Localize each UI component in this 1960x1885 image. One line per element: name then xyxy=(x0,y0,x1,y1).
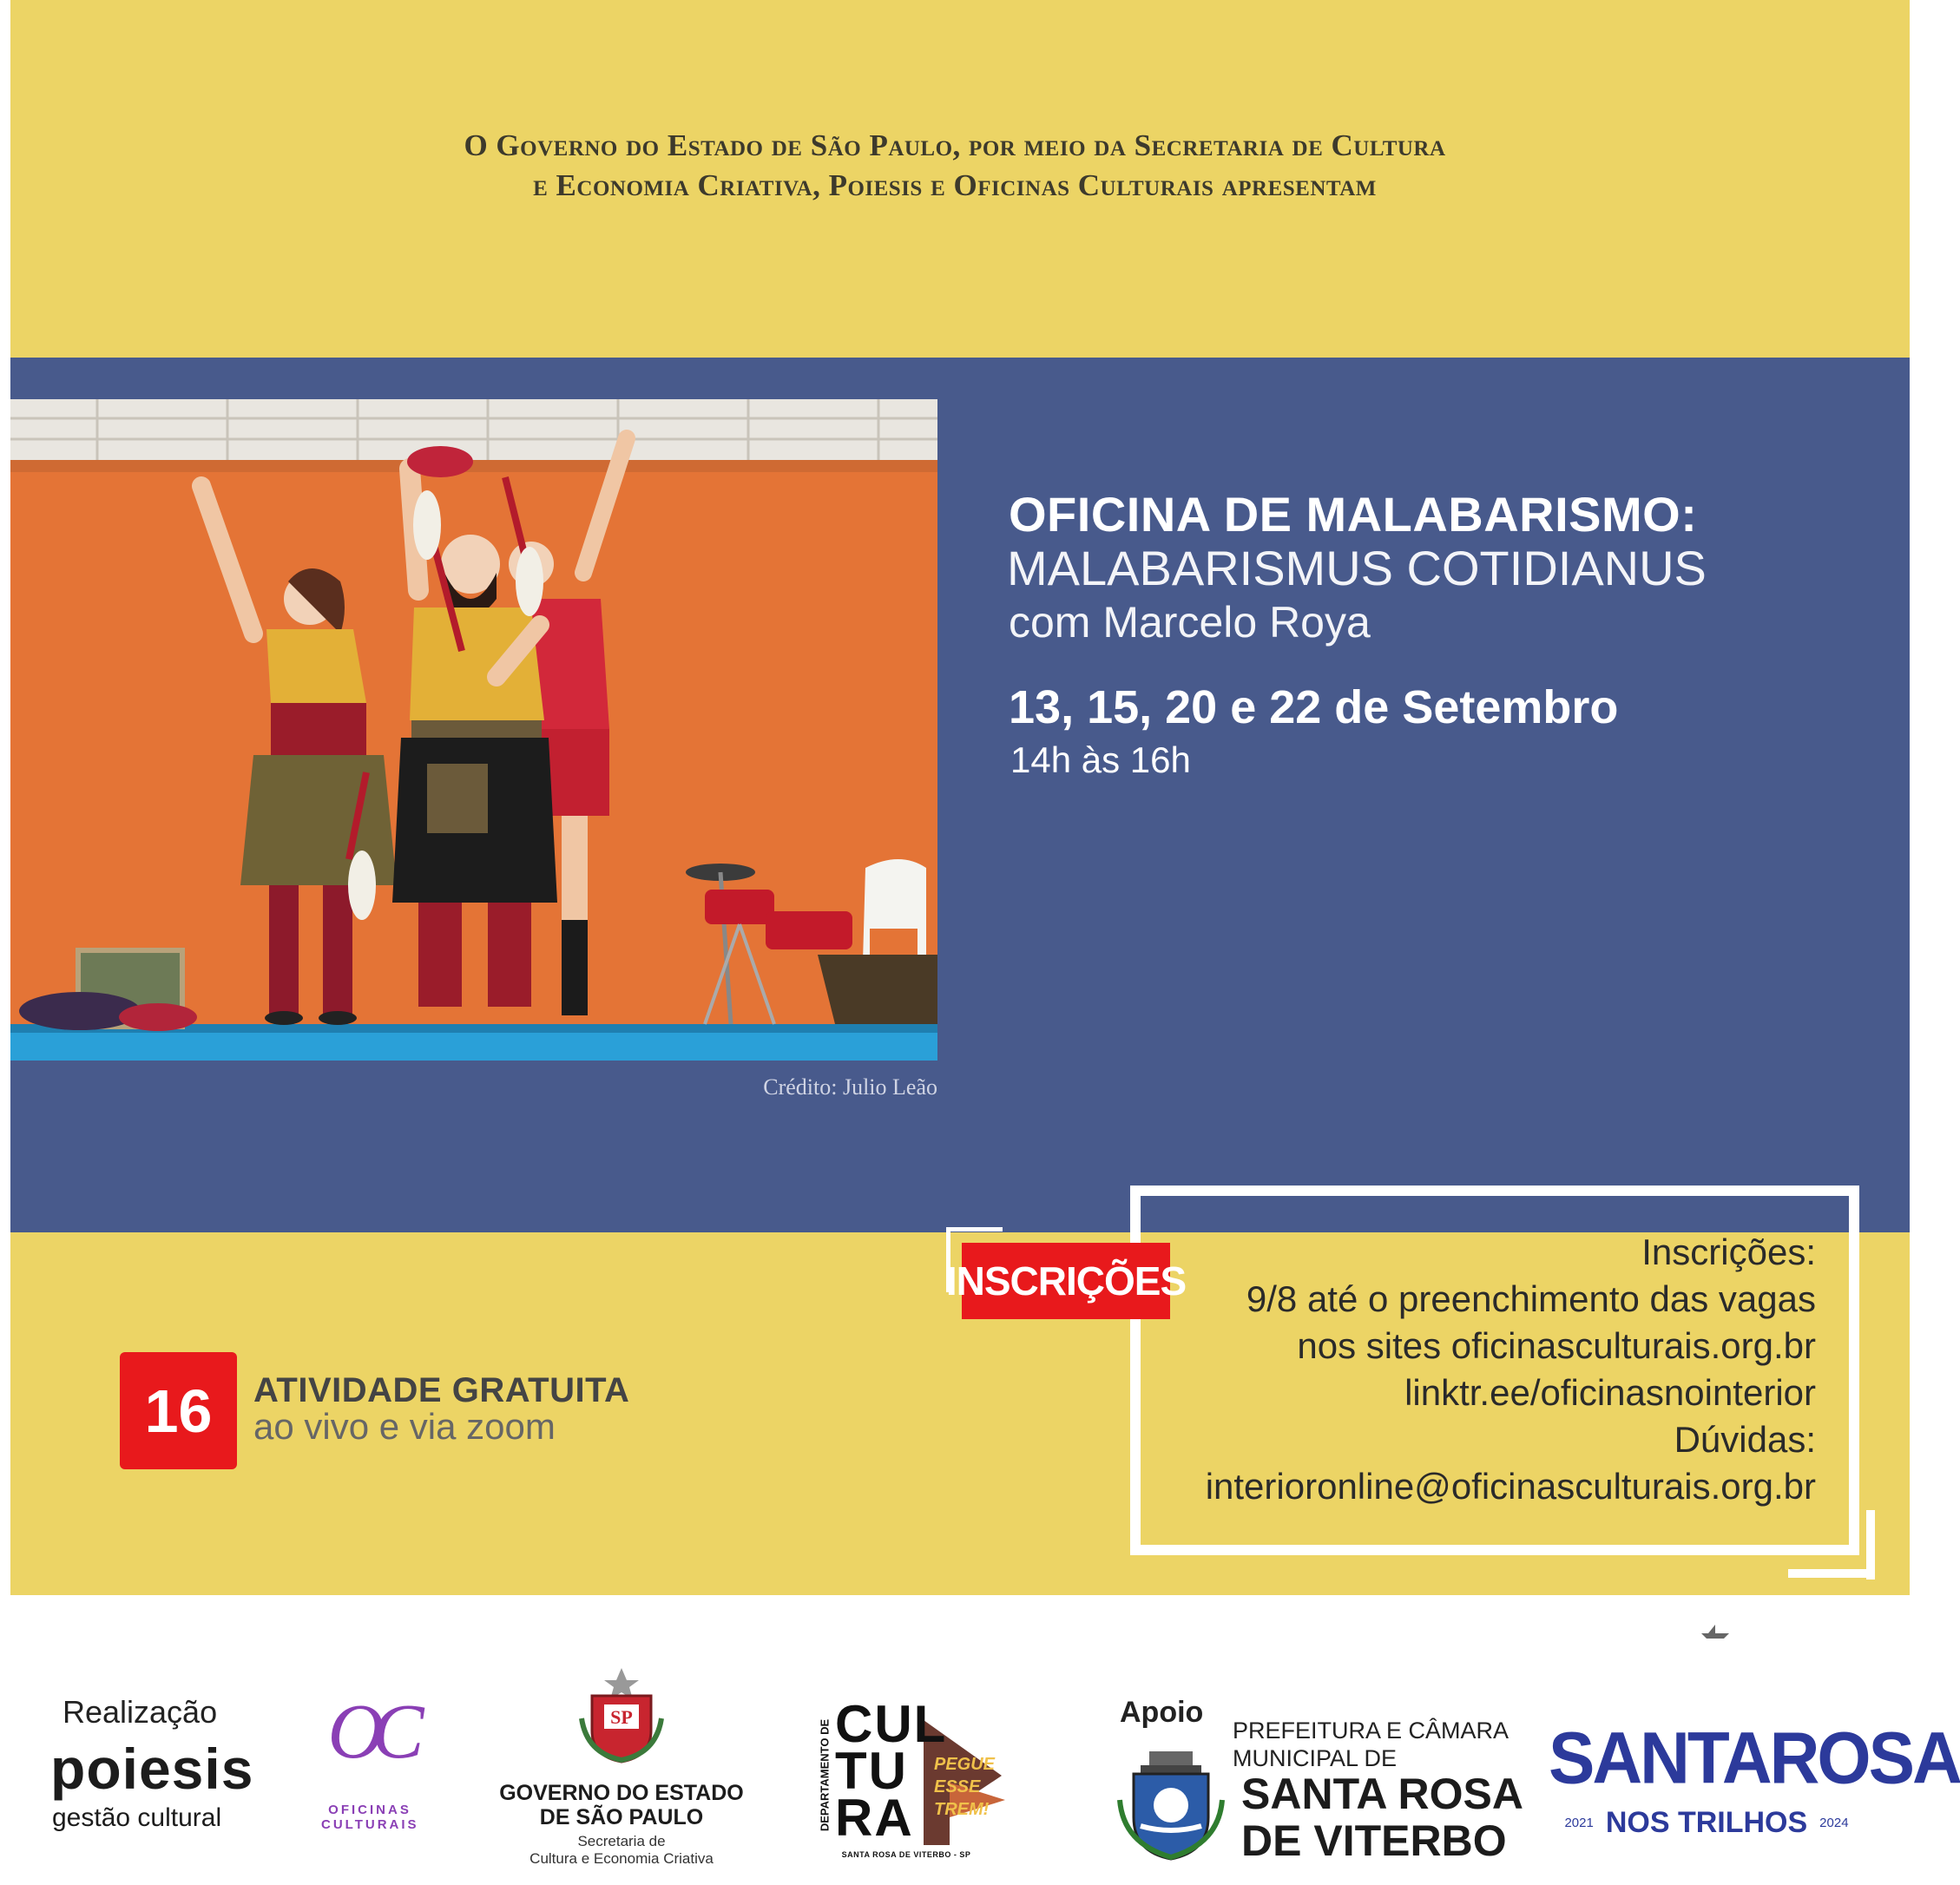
cultura-slogan xyxy=(934,1753,995,1821)
santa-rosa-crest-icon xyxy=(1115,1739,1227,1861)
registration-box-bar xyxy=(1154,1198,1835,1224)
oficinas-culturais-logo: OC xyxy=(327,1689,412,1775)
event-title: OFICINA DE MALABARISMO: xyxy=(1009,487,1698,542)
reg-line-2: 9/8 até o preenchimento das vagas xyxy=(1246,1278,1816,1319)
apoio-label: Apoio xyxy=(1120,1696,1204,1729)
gov-line-1: GOVERNO DO ESTADO xyxy=(499,1781,744,1805)
cultura-wordmark xyxy=(835,1695,948,1847)
cultura-line-1: CUL xyxy=(835,1695,948,1753)
event-subtitle: MALABARISMUS COTIDIANUS xyxy=(1007,541,1707,595)
pref-line-1: PREFEITURA E CÂMARA xyxy=(1233,1718,1509,1744)
event-presenter: com Marcelo Roya xyxy=(1009,598,1371,647)
pref-line-3: SANTA ROSA xyxy=(1241,1770,1523,1818)
age-rating-badge: 16 xyxy=(120,1352,237,1469)
gov-line-2: DE SÃO PAULO xyxy=(539,1805,704,1829)
cultura-side-label xyxy=(818,1701,832,1854)
gov-line-4: Cultura e Economia Criativa xyxy=(529,1850,714,1867)
prefeitura-small-text xyxy=(1233,1717,1509,1772)
oficinas-culturais-name xyxy=(321,1803,418,1832)
reg-line-5: Dúvidas: xyxy=(1674,1419,1816,1460)
pref-line-2: MUNICIPAL DE xyxy=(1233,1745,1398,1771)
cultura-slogan-3: TREM! xyxy=(934,1800,990,1819)
cultura-slogan-2: ESSE xyxy=(934,1777,981,1796)
presenter-line-2: e Economia Criativa, Poiesis e Oficinas Culturais apresentam xyxy=(533,168,1377,202)
sr-year-end: 2024 xyxy=(1819,1815,1849,1830)
photo-credit: Crédito: Julio Leão xyxy=(763,1074,937,1100)
svg-text:SP: SP xyxy=(610,1706,633,1728)
presenter-text xyxy=(0,126,1910,206)
performance-photo xyxy=(10,399,937,1061)
cultura-line-3: RA xyxy=(835,1789,914,1847)
realizacao-label: Realização xyxy=(62,1694,218,1730)
gov-sp-text xyxy=(486,1781,757,1829)
poiesis-tagline: gestão cultural xyxy=(52,1803,222,1832)
gov-secretaria-text xyxy=(486,1833,757,1868)
presenter-line-1: O Governo do Estado de São Paulo, por meio da Secretaria de Cultura xyxy=(464,128,1446,162)
sr-tagline: NOS TRILHOS xyxy=(1605,1805,1808,1839)
event-times: 14h às 16h xyxy=(1010,739,1191,780)
cultura-bottom-label: SANTA ROSA DE VITERBO - SP xyxy=(841,1850,971,1859)
sp-coat-of-arms-icon xyxy=(573,1666,670,1763)
live-zoom-label: ao vivo e via zoom xyxy=(253,1406,556,1447)
sr-year-start: 2021 xyxy=(1564,1815,1594,1830)
free-activity-label: ATIVIDADE GRATUITA xyxy=(253,1371,630,1409)
reg-line-6: interioronline@oficinasculturais.org.br xyxy=(1205,1466,1816,1507)
reg-line-1: Inscrições: xyxy=(1641,1231,1816,1272)
oc-name-line-2: CULTURAIS xyxy=(321,1817,419,1832)
gov-line-3: Secretaria de xyxy=(577,1833,666,1849)
cultura-side-text: DEPARTAMENTO DE xyxy=(818,1718,832,1832)
cultura-line-2: TU xyxy=(835,1742,908,1800)
ship-icon xyxy=(1698,1623,1733,1640)
box-corner-decoration-bottom xyxy=(1788,1569,1866,1578)
santa-rosa-trilhos-tagline xyxy=(1554,1807,1859,1838)
reg-line-4: linktr.ee/oficinasnointerior xyxy=(1404,1372,1816,1413)
cultura-slogan-1: PEGUE xyxy=(934,1755,996,1774)
registration-text xyxy=(1128,1229,1816,1510)
inscricoes-tag: INSCRIÇÕES xyxy=(962,1243,1170,1319)
prefeitura-city-name xyxy=(1241,1770,1523,1864)
santa-rosa-trilhos-logo: SANTAROSA xyxy=(1549,1717,1960,1799)
event-dates: 13, 15, 20 e 22 de Setembro xyxy=(1009,681,1619,733)
oc-name-line-1: OFICINAS xyxy=(328,1803,411,1817)
poiesis-logo: poiesis xyxy=(50,1737,254,1801)
reg-line-3: nos sites oficinasculturais.org.br xyxy=(1297,1325,1816,1366)
pref-line-4: DE VITERBO xyxy=(1241,1816,1507,1865)
